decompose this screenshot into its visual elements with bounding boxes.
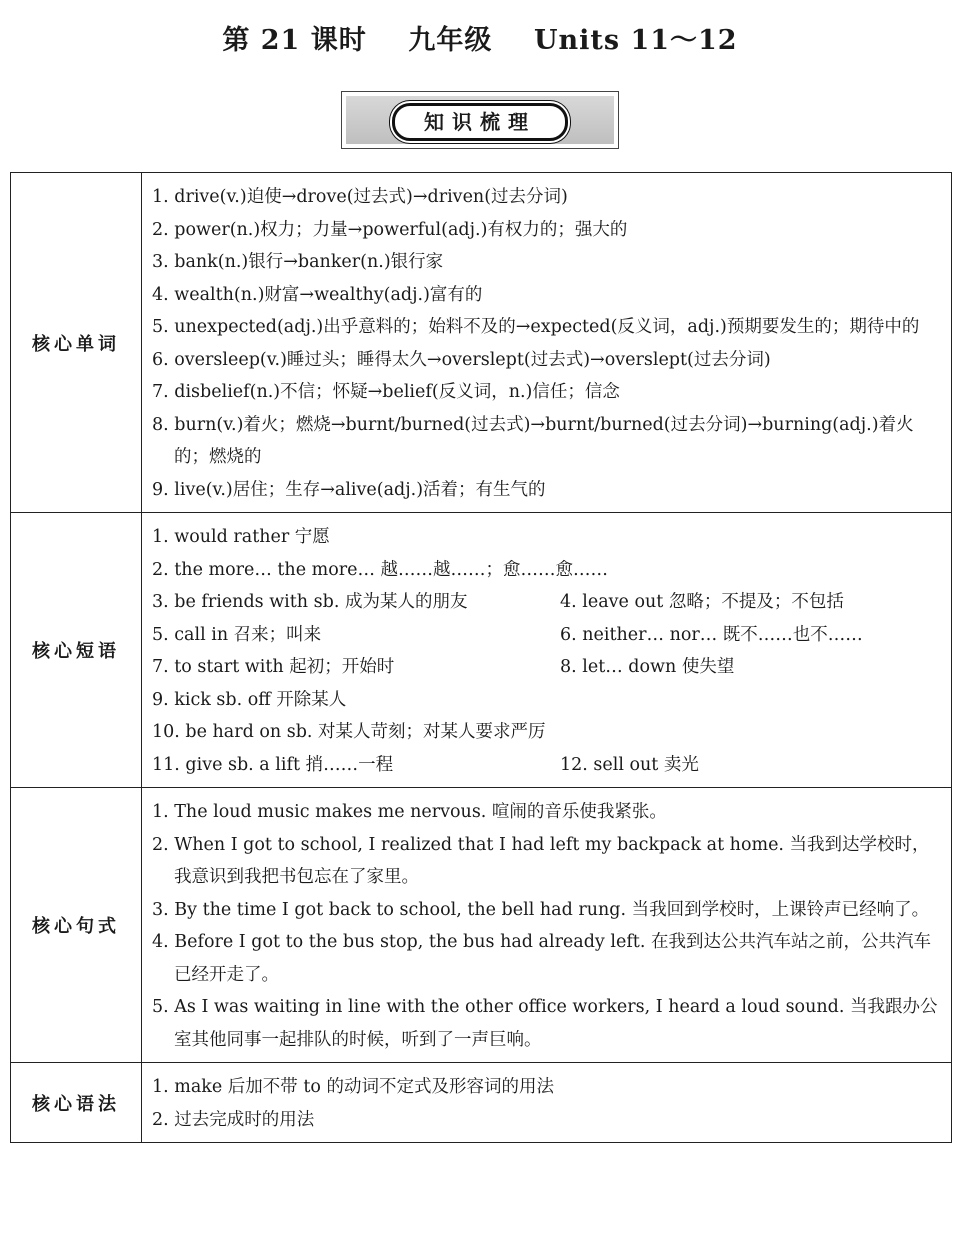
list-item: 3. By the time I got back to school, the bell had rung. 当我回到学校时，上课铃声已经响了。 <box>152 899 930 920</box>
phrase-item: 10. be hard on sb. 对某人苛刻；对某人要求严厉 <box>152 722 546 742</box>
list-item: 1. The loud music makes me nervous. 喧闹的音乐使我紧张。 <box>152 802 667 822</box>
phrase-item <box>560 684 941 717</box>
phrase-row <box>152 586 941 619</box>
phrase-item: 9. kick sb. off 开除某人 <box>152 689 347 710</box>
section-banner <box>341 91 619 149</box>
list-item: 5. unexpected(adj.)出乎意料的；始料不及的→expected(反义词，adj.)预期要发生的；期待中的 <box>152 317 920 337</box>
list-item: 1. make 后加不带 to 的动词不定式及形容词的用法 <box>152 1077 555 1097</box>
category-label: 核心短语 <box>11 513 142 788</box>
list-item: 3. bank(n.)银行→banker(n.)银行家 <box>152 252 444 272</box>
list-item: 2. power(n.)权力；力量→powerful(adj.)有权力的；强大的 <box>152 219 628 240</box>
page-title: 第 21 课时 九年级 Units 11～12 <box>222 25 738 56</box>
phrase-item: 5. call in 召来；叫来 <box>152 624 322 645</box>
phrase-item: 11. give sb. a lift 捎……一程 <box>152 754 394 775</box>
phrase-row <box>152 684 941 717</box>
list-item: 8. burn(v.)着火；燃烧→burnt/burned(过去式)→burnt/burned(过去分词)→burning(adj.)着火的；燃烧的 <box>152 414 914 467</box>
phrase-item: 7. to start with 起初；开始时 <box>152 657 395 677</box>
phrase-item: 2. the more… the more… 越……越……；愈……愈…… <box>152 559 609 580</box>
phrase-item: 12. sell out 卖光 <box>560 754 699 775</box>
phrase-item: 8. let… down 使失望 <box>560 657 735 677</box>
section-content <box>142 1063 952 1143</box>
phrase-item: 3. be friends with sb. 成为某人的朋友 <box>152 592 468 612</box>
list-item: 9. live(v.)居住；生存→alive(adj.)活着；有生气的 <box>152 479 546 500</box>
category-label: 核心语法 <box>11 1063 142 1143</box>
list-item: 2. When I got to school, I realized that I had left my backpack at home. 当我到达学校时，我意识到我把书包忘在了家里。 <box>152 834 930 887</box>
phrase-row <box>152 554 941 587</box>
section-core-phrases <box>11 513 952 788</box>
category-label: 核心句式 <box>11 788 142 1063</box>
phrase-row <box>152 749 941 782</box>
section-core-grammar <box>11 1063 952 1143</box>
list-item: 4. wealth(n.)财富→wealthy(adj.)富有的 <box>152 284 483 305</box>
list-item: 1. drive(v.)迫使→drove(过去式)→driven(过去分词) <box>152 187 568 207</box>
phrase-item: 6. neither… nor… 既不……也不…… <box>560 624 863 645</box>
section-core-sentences <box>11 788 952 1063</box>
list-item: 5. As I was waiting in line with the other office workers, I heard a loud sound. 当我跟办公室其他同事一起排队的时候，听到了一声巨响。 <box>152 997 938 1050</box>
phrase-row <box>152 619 941 652</box>
phrase-item <box>546 716 941 749</box>
banner-label: 知识梳理 <box>392 103 568 141</box>
section-core-vocabulary <box>11 173 952 513</box>
phrase-row <box>152 716 941 749</box>
section-content <box>142 788 952 1063</box>
knowledge-table <box>10 172 952 1143</box>
section-content <box>142 513 952 788</box>
list-item: 6. oversleep(v.)睡过头；睡得太久→overslept(过去式)→overslept(过去分词) <box>152 349 771 370</box>
banner-background <box>346 96 614 144</box>
list-item: 7. disbelief(n.)不信；怀疑→belief(反义词，n.)信任；信念 <box>152 382 620 402</box>
phrase-item: 1. would rather 宁愿 <box>152 527 330 547</box>
phrase-row <box>152 521 941 554</box>
list-item: 4. Before I got to the bus stop, the bus had already left. 在我到达公共汽车站之前，公共汽车已经开走了。 <box>152 932 931 985</box>
phrase-item: 4. leave out 忽略；不提及；不包括 <box>560 592 844 612</box>
list-item: 2. 过去完成时的用法 <box>152 1109 315 1130</box>
phrase-item <box>560 521 941 554</box>
phrase-row <box>152 651 941 684</box>
category-label: 核心单词 <box>11 173 142 513</box>
phrase-item <box>608 554 941 587</box>
section-content <box>142 173 952 513</box>
